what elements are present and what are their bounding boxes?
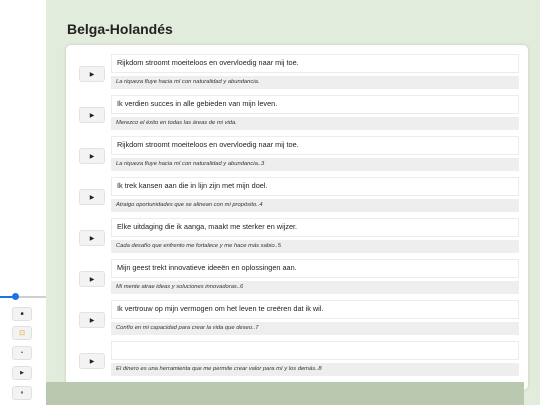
dutch-phrase (111, 341, 519, 360)
main-area (46, 0, 540, 405)
play-button[interactable] (79, 148, 105, 164)
play-button[interactable] (79, 271, 105, 287)
list-item (66, 177, 528, 218)
dutch-phrase: Rijkdom stroomt moeiteloos en overvloedig naar mij toe. (111, 136, 519, 155)
list-item (66, 95, 528, 136)
play-button[interactable] (79, 312, 105, 328)
list-item (66, 300, 528, 341)
slider-thumb[interactable] (12, 293, 19, 300)
list-item (66, 54, 528, 95)
stop-button[interactable] (12, 307, 32, 321)
dutch-phrase: Ik trek kansen aan die in lijn zijn met mijn doel. (111, 177, 519, 196)
page-title: Belga-Holandés (67, 21, 173, 37)
dutch-phrase: Mijn geest trekt innovatieve ideeën en oplossingen aan. (111, 259, 519, 278)
list-item (66, 259, 528, 300)
stop-icon: ■ (20, 311, 24, 317)
list-item (66, 136, 528, 177)
dutch-phrase: Ik vertrouw op mijn vermogen om het leven te creëren dat ik wil. (111, 300, 519, 319)
phrase-list (66, 45, 528, 390)
pause-button[interactable] (12, 386, 32, 400)
play-icon: ▶ (20, 370, 24, 376)
play-button[interactable] (79, 230, 105, 246)
spanish-translation: Atraigo oportunidades que se alinean con mi propósito..4 (111, 199, 519, 212)
highlight-icon: ⊡ (19, 330, 25, 337)
play-button[interactable] (79, 353, 105, 369)
pause-icon: ⏸ (20, 390, 24, 396)
bottom-bar (46, 382, 524, 405)
play-button[interactable] (79, 66, 105, 82)
list-item (66, 341, 528, 382)
spanish-translation: Merezco el éxito en todas las áreas de mi vida. (111, 117, 519, 130)
play-icon: ▶ (89, 235, 95, 242)
list-item (66, 218, 528, 259)
play-icon: ▶ (89, 71, 95, 78)
spanish-translation: La riqueza fluye hacia mí con naturalidad y abundancia. (111, 76, 519, 89)
spanish-translation: Confío en mi capacidad para crear la vida que deseo..7 (111, 322, 519, 335)
dutch-phrase: Rijkdom stroomt moeiteloos en overvloedig naar mij toe. (111, 54, 519, 73)
dutch-phrase: Ik verdien succes in alle gebieden van mijn leven. (111, 95, 519, 114)
spanish-translation: Cada desafío que enfrento me fortalece y me hace más sabio..5 (111, 240, 519, 253)
play-icon: ▶ (89, 317, 95, 324)
dutch-phrase: Elke uitdaging die ik aanga, maakt me sterker en wijzer. (111, 218, 519, 237)
dot-icon: • (21, 350, 23, 356)
play-icon: ▶ (89, 194, 95, 201)
play-button[interactable] (79, 107, 105, 123)
sidebar (0, 0, 46, 405)
play-icon: ▶ (89, 112, 95, 119)
spanish-translation: Mi mente atrae ideas y soluciones innovadoras..6 (111, 281, 519, 294)
speed-slider[interactable] (0, 292, 50, 302)
spanish-translation: La riqueza fluye hacia mí con naturalidad y abundancia..3 (111, 158, 519, 171)
play-icon: ▶ (89, 276, 95, 283)
dot-button[interactable] (12, 346, 32, 360)
play-button[interactable] (79, 189, 105, 205)
spanish-translation: El dinero es una herramienta que me permite crear valor para mí y los demás..8 (111, 363, 519, 376)
highlight-button[interactable] (12, 326, 32, 340)
play-icon: ▶ (89, 358, 95, 365)
play-all-button[interactable] (12, 366, 32, 380)
play-icon: ▶ (89, 153, 95, 160)
